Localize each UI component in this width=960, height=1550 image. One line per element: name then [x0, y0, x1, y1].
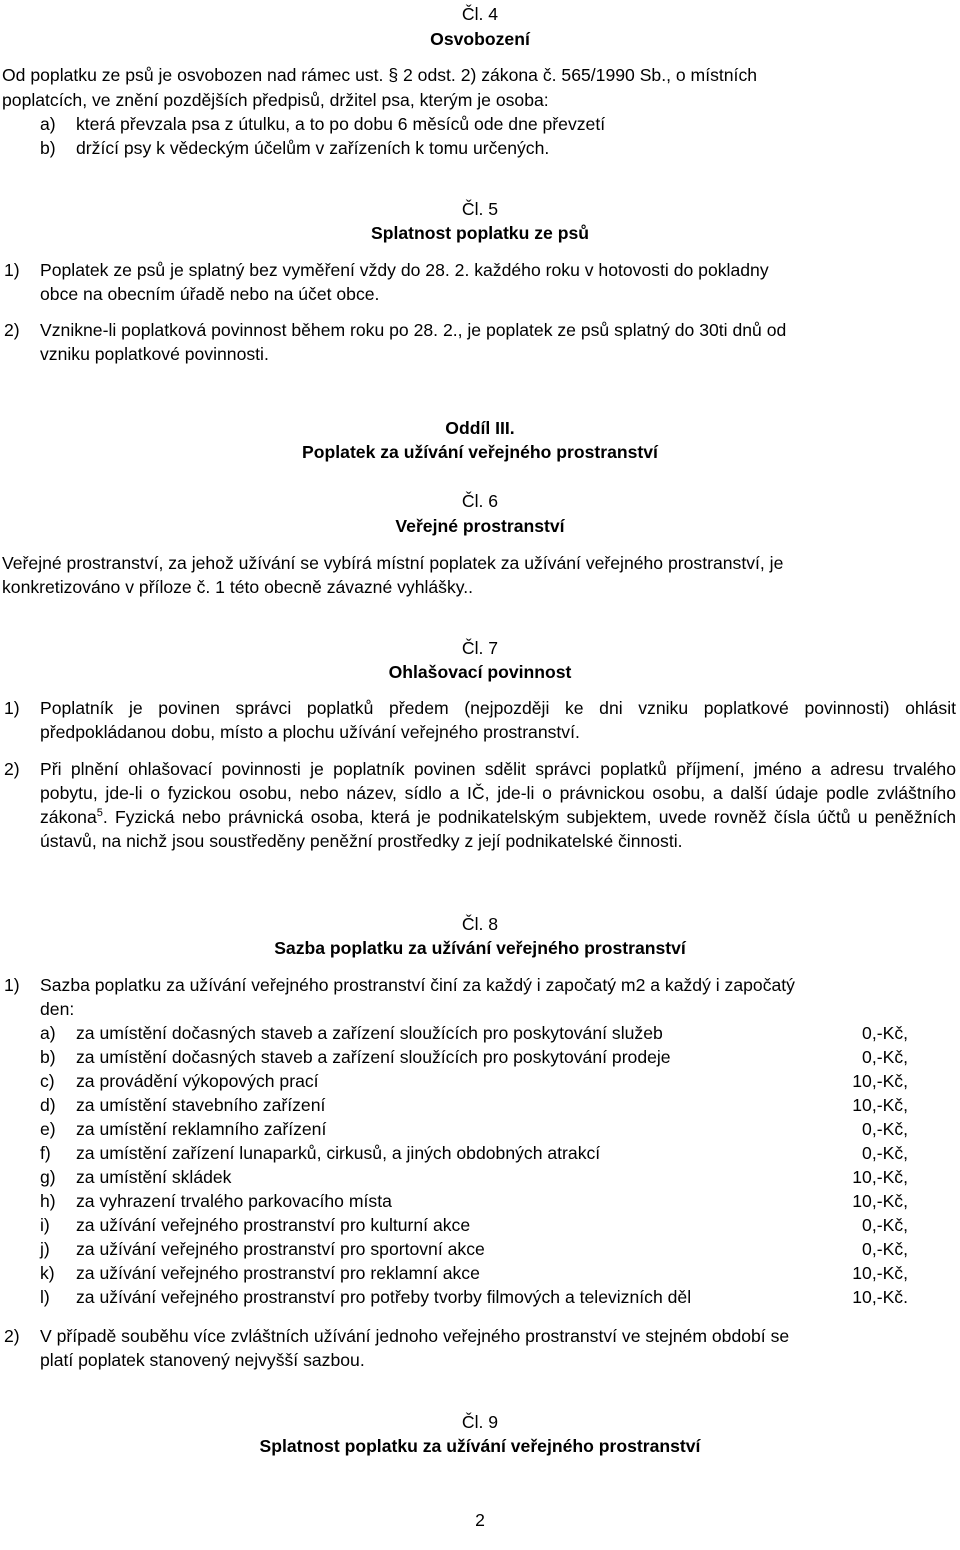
rate-text: za vyhrazení trvalého parkovacího místa	[76, 1191, 392, 1211]
art5-title: Splatnost poplatku ze psů	[371, 223, 589, 243]
rate-label: k)	[40, 1263, 55, 1283]
list-item	[0, 112, 960, 136]
rate-amount: 0,-Kč,	[862, 1239, 908, 1259]
paragraph-text	[40, 757, 956, 853]
rate-label: g)	[40, 1167, 56, 1187]
rate-text: za umístění skládek	[76, 1167, 232, 1187]
rate-text: za umístění reklamního zařízení	[76, 1119, 327, 1139]
list-item-label: b)	[40, 138, 56, 158]
art8-paragraph-1	[0, 973, 960, 1021]
paragraph-line: obce na obecním úřadě nebo na účet obce.	[40, 284, 380, 304]
paragraph-line: platí poplatek stanovený nejvyšší sazbou.	[40, 1350, 365, 1370]
art5-heading: Čl. 5	[461, 199, 499, 219]
art4-intro-line2: poplatcích, ve znění pozdějších předpisů, držitel psa, kterým je osoba:	[2, 90, 549, 110]
art4-title: Osvobození	[430, 29, 530, 49]
art8-paragraph-2	[0, 1324, 960, 1372]
rate-text: za umístění dočasných staveb a zařízení sloužících pro poskytování prodeje	[76, 1047, 671, 1067]
paragraph-text-part: Při plnění ohlašovací povinnosti je poplatník povinen sdělit správci poplatků příjmení, jméno a adresu trvalého pobytu, jde-li o fyzickou osobu, nebo název, sídlo a IČ, jde-li o právnickou osobu, a další údaje podle zvláštního zákona	[40, 759, 956, 827]
rate-label: i)	[40, 1215, 50, 1235]
rate-text: za užívání veřejného prostranství pro reklamní akce	[76, 1263, 480, 1283]
art7-paragraph-1	[0, 696, 960, 744]
rate-label: c)	[40, 1071, 55, 1091]
rate-amount: 10,-Kč,	[852, 1191, 908, 1211]
art8-heading: Čl. 8	[461, 914, 499, 934]
rate-item	[0, 1141, 960, 1165]
footnote-ref: 5	[96, 807, 103, 819]
rate-label: d)	[40, 1095, 56, 1115]
rate-label: f)	[40, 1143, 51, 1163]
rate-text: za užívání veřejného prostranství pro kulturní akce	[76, 1215, 471, 1235]
rate-label: h)	[40, 1191, 56, 1211]
rate-label: a)	[40, 1023, 56, 1043]
rate-list	[0, 1021, 960, 1309]
rate-amount: 10,-Kč,	[852, 1095, 908, 1115]
rate-amount: 0,-Kč,	[862, 1023, 908, 1043]
section3-title: Poplatek za užívání veřejného prostranství	[302, 442, 658, 462]
rate-amount: 0,-Kč,	[862, 1047, 908, 1067]
art4-heading: Čl. 4	[461, 4, 499, 24]
rate-item	[0, 1261, 960, 1285]
art6-heading: Čl. 6	[461, 491, 499, 511]
art4-intro-line1: Od poplatku ze psů je osvobozen nad rámec ust. § 2 odst. 2) zákona č. 565/1990 Sb., o místních	[2, 65, 758, 85]
rate-text: za užívání veřejného prostranství pro sportovní akce	[76, 1239, 485, 1259]
rate-item	[0, 1117, 960, 1141]
art6-title: Veřejné prostranství	[395, 516, 565, 536]
paragraph-line: den:	[40, 999, 75, 1019]
art9-title: Splatnost poplatku za užívání veřejného prostranství	[259, 1436, 701, 1456]
rate-amount: 10,-Kč,	[852, 1167, 908, 1187]
list-item-label: a)	[40, 114, 56, 134]
rate-text: za užívání veřejného prostranství pro potřeby tvorby filmových a televizních děl	[76, 1287, 692, 1307]
paragraph-number: 1)	[4, 698, 20, 718]
rate-item	[0, 1189, 960, 1213]
rate-item	[0, 1093, 960, 1117]
paragraph-number: 2)	[4, 1326, 20, 1346]
paragraph-number: 1)	[4, 975, 20, 995]
rate-text: za provádění výkopových prací	[76, 1071, 319, 1091]
rate-text: za umístění stavebního zařízení	[76, 1095, 326, 1115]
list-item-text: která převzala psa z útulku, a to po dobu 6 měsíců ode dne převzetí	[76, 114, 606, 134]
paragraph-text-part: . Fyzická nebo právnická osoba, která je podnikatelským subjektem, uvede rovněž čísla účtů u peněžních ústavů, na nichž jsou soustředěny peněžní prostředky z její podnikatelské činnosti.	[40, 807, 956, 851]
art7-paragraph-2	[0, 757, 960, 853]
paragraph-line: Sazba poplatku za užívání veřejného prostranství činí za každý i započatý m2 a každý i započatý	[40, 975, 795, 995]
rate-text: za umístění dočasných staveb a zařízení sloužících pro poskytování služeb	[76, 1023, 663, 1043]
art9-heading: Čl. 9	[461, 1412, 499, 1432]
rate-amount: 0,-Kč,	[862, 1119, 908, 1139]
art7-heading: Čl. 7	[461, 638, 499, 658]
rate-text: za umístění zařízení lunaparků, cirkusů, a jiných obdobných atrakcí	[76, 1143, 601, 1163]
list-item	[0, 136, 960, 160]
rate-item	[0, 1213, 960, 1237]
rate-item	[0, 1045, 960, 1069]
art8-title: Sazba poplatku za užívání veřejného prostranství	[274, 938, 686, 958]
paragraph-line: vzniku poplatkové povinnosti.	[40, 344, 269, 364]
paragraph-line: V případě souběhu více zvláštních užívání jednoho veřejného prostranství ve stejném období se	[40, 1326, 790, 1346]
art6-line2: konkretizováno v příloze č. 1 této obecně závazné vyhlášky..	[2, 577, 474, 597]
rate-item	[0, 1069, 960, 1093]
rate-label: e)	[40, 1119, 56, 1139]
art6-line1: Veřejné prostranství, za jehož užívání se vybírá místní poplatek za užívání veřejného prostranství, je	[2, 553, 784, 573]
rate-item	[0, 1165, 960, 1189]
section3-heading: Oddíl III.	[445, 418, 515, 438]
art5-paragraph-2	[0, 318, 960, 366]
rate-amount: 10,-Kč.	[852, 1287, 908, 1307]
paragraph-number: 2)	[4, 759, 20, 779]
rate-label: j)	[40, 1239, 50, 1259]
rate-amount: 10,-Kč,	[852, 1263, 908, 1283]
paragraph-line: Vznikne-li poplatková povinnost během roku po 28. 2., je poplatek ze psů splatný do 30ti dnů od	[40, 320, 787, 340]
rate-item	[0, 1021, 960, 1045]
art7-title: Ohlašovací povinnost	[388, 662, 572, 682]
rate-label: l)	[40, 1287, 50, 1307]
list-item-text: držící psy k vědeckým účelům v zařízeních k tomu určených.	[76, 138, 550, 158]
art4-item-list	[0, 112, 960, 160]
rate-item	[0, 1285, 960, 1309]
rate-amount: 0,-Kč,	[862, 1143, 908, 1163]
paragraph-line: Poplatek ze psů je splatný bez vyměření vždy do 28. 2. každého roku v hotovosti do pokladny	[40, 260, 769, 280]
paragraph-number: 1)	[4, 260, 20, 280]
paragraph-text: Poplatník je povinen správci poplatků předem (nejpozději ke dni vzniku poplatkové povinnosti) ohlásit předpokládanou dobu, místo a plochu užívání veřejného prostranství.	[40, 698, 956, 742]
rate-item	[0, 1237, 960, 1261]
rate-amount: 10,-Kč,	[852, 1071, 908, 1091]
page-number: 2	[475, 1510, 485, 1530]
paragraph-number: 2)	[4, 320, 20, 340]
rate-label: b)	[40, 1047, 56, 1067]
rate-amount: 0,-Kč,	[862, 1215, 908, 1235]
art5-paragraph-1	[0, 258, 960, 306]
